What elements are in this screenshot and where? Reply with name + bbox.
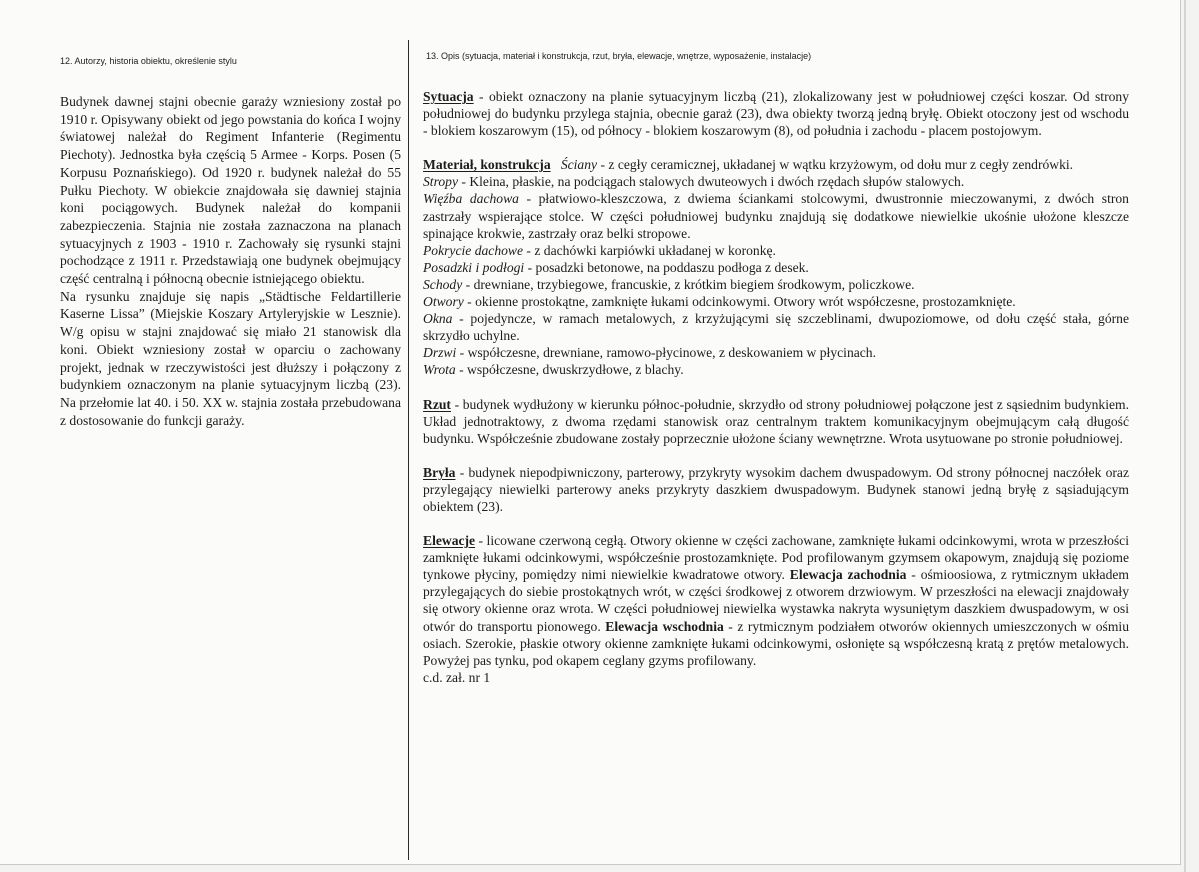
heading-bryla: Bryła [423,464,456,480]
section-sytuacja [423,88,1129,139]
material-label-pokrycie: Pokrycie dachowe [423,242,524,258]
material-text-pokrycie: - z dachówki karpiówki układanej w koronkę. [523,242,776,258]
material-label-okna: Okna [423,311,453,327]
continued-note: c.d. zał. nr 1 [423,669,491,685]
elewacje-text-1: - licowane czerwoną cegłą. Otwory okienne w części zachowane, zamknięte łukami odcinkowymi, wrota w przeszłości zamknięte łukami odcinkowymi, współcześnie prostozamknięte. Pod profilowanym gzymsem okapowym, znajdują się poziome tynkowe płyciny, pomiędzy nimi niewielkie kwadratowe otwory. [423,533,1129,583]
right-column-header: 13. Opis (sytuacja, materiał i konstrukcja, rzut, bryła, elewacje, wnętrze, wyposażenie, instalacje) [426,51,812,61]
material-text-wrota: - współczesne, dwuskrzydłowe, z blachy. [455,362,684,378]
elewacja-zachodnia-label: Elewacja zachodnia [789,567,907,583]
section-bryla [423,464,1129,515]
history-column [60,93,401,429]
elewacje-text-2: - ośmioosiowa, z rytmicznym układem przylegających do siebie prostokątnych wrót, w części środkowej z otworem drzwiowym. W przeszłości na elewacji znajdowały się otwory okienne oraz wrota. W części południowej niewielka wystawka nakryta wysuniętym daszkiem dwuspadowym, w osi otwór do transportu pionowego. [423,567,1129,634]
heading-material: Materiał, konstrukcja [423,157,551,173]
description-column [423,88,1129,686]
sytuacja-text: - obiekt oznaczony na planie sytuacyjnym liczbą (21), zlokalizowany jest w południowej części koszar. Od strony południowej do budynku przylega stajnia, obecnie garaż (23), dwa obiekty tworzą jedną bryłę. Obiekt otoczony jest od wschodu - blokiem koszarowym (15), od północy - blokiem koszarowym (8), od południa i zachodu - placem postojowym. [423,89,1129,139]
section-rzut [423,396,1129,447]
material-label-wiezba: Więźba dachowa [423,191,519,207]
scan-edge [1184,0,1186,872]
section-elewacje [423,532,1129,686]
material-text-okna: - pojedyncze, w ramach metalowych, z krzyżującymi się szczeblinami, dwupoziomowe, od dołu część stała, górne skrzydło uchylne. [423,311,1129,344]
bryla-text: - budynek niepodpiwniczony, parterowy, przykryty wysokim dachem dwuspadowym. Od strony północnej naczółek oraz przylegający niewielki parterowy aneks przykryty daszkiem dwuspadowym. Budynek stanowi jedną bryłę z sąsiadującym obiektem (23). [423,464,1129,514]
material-text-schody: - drewniane, trzybiegowe, francuskie, z krótkim biegiem środkowym, policzkowe. [462,276,915,292]
elewacje-text-3: - z rytmicznym podziałem otworów okiennych umieszczonych w ośmiu osiach. Szerokie, płaskie otwory okienne zamknięte łukami odcinkowymi, osłonięte są współczesną kratą z prętów metalowych. Powyżej pas tynku, pod okapem ceglany gzyms profilowany. [423,618,1129,668]
material-text-posadzki: - posadzki betonowe, na poddaszu podłoga z desek. [524,259,809,275]
material-label-otwory: Otwory [423,294,464,310]
material-label-drzwi: Drzwi [423,345,457,361]
section-material [423,156,1129,378]
history-paragraph-2: Na rysunku znajduje się napis „Städtische Feldartillerie Kaserne Lissa” (Miejskie Koszary Artyleryjskie w Lesznie). W/g opisu w stajni znajdować się miało 21 stanowisk dla koni. Obiekt wzniesiony został w oparciu o zachowany projekt, jednak w rzeczywistości jest dłuższy i połączony z budynkiem oznaczonym na planie sytuacyjnym liczbą (23). Na przełomie lat 40. i 50. XX w. stajnia została przebudowana z dostosowanie do funkcji garaży. [60,288,401,428]
material-text-sciany: - z cegły ceramicznej, układanej w wątku krzyżowym, od dołu mur z cegły zendrówki. [597,157,1074,173]
material-label-schody: Schody [423,276,463,292]
column-divider [408,40,409,860]
material-text-stropy: - Kleina, płaskie, na podciągach stalowych dwuteowych i dwóch rzędach słupów stalowych. [458,174,965,190]
elewacja-wschodnia-label: Elewacja wschodnia [605,618,724,634]
material-label-sciany: Ściany [560,157,598,173]
material-text-otwory: - okienne prostokątne, zamknięte łukami odcinkowymi. Otwory wrót współczesne, prostozamknięte. [463,294,1016,310]
material-text-wiezba: - płatwiowo-kleszczowa, z dwiema ściankami stolcowymi, dwustronnie mieczowanymi, z dwóch stron zastrzały wspierające stolce. W części południowej budynku znajdują się dodatkowe niewielkie ukośnie ułożone kleszcze spinające krokwie, zastrzały oraz belki stropowe. [423,191,1129,241]
material-label-posadzki: Posadzki i podłogi [423,259,525,275]
material-label-wrota: Wrota [423,362,456,378]
left-column-header: 12. Autorzy, historia obiektu, określenie stylu [60,56,237,66]
heading-sytuacja: Sytuacja [423,89,474,104]
material-text-drzwi: - współczesne, drewniane, ramowo-płycinowe, z deskowaniem w płycinach. [456,345,877,361]
heading-elewacje: Elewacje [423,533,476,549]
material-label-stropy: Stropy [423,174,458,190]
rzut-text: - budynek wydłużony w kierunku północ-południe, skrzydło od strony południowej połączone jest z sąsiednim budynkiem. Układ jednotraktowy, z dwoma rzędami stanowisk oraz centralnym traktem komunikacyjnym obejmującym całą długość budynku. Współcześnie zbudowane zostały poprzecznie ułożone ściany wewnętrzne. Wrota usytuowane po stronie południowej. [423,396,1129,446]
history-paragraph-1: Budynek dawnej stajni obecnie garaży wzniesiony został po 1910 r. Opisywany obiekt od jego powstania do końca I wojny światowej należał do Regiment Infanterie (Regimentu Piechoty). Jednostka była częścią 5 Armee - Korps. Posen (5 Korpusu Poznańskiego). Od 1920 r. budynek należał do 55 Pułku Piechoty. W obiekcie znajdowała się dawniej stajnia koni pociągowych. Budynek należał do kompanii zabezpieczenia. Stajnia nie została zaznaczona na planach sytuacyjnych z 1903 - 1910 r. Zachowały się rysunki stajni pochodzące z 1911 r. Przedstawiają one budynek obejmujący część centralną i północną obecnie istniejącego obiektu. [60,94,401,287]
heading-rzut: Rzut [423,396,451,412]
